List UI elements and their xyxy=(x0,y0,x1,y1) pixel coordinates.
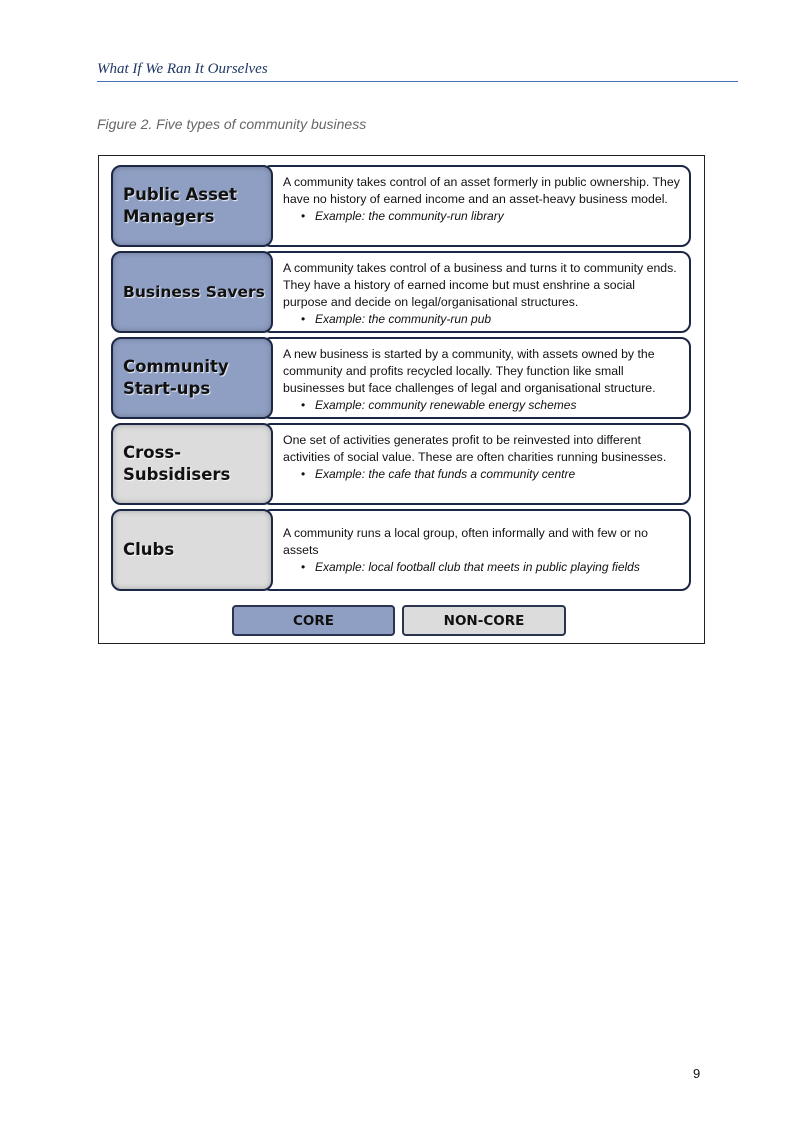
bullet: • xyxy=(301,467,306,481)
example-text: Example: the community-run pub xyxy=(315,312,492,326)
row-label-text: Community Start-ups xyxy=(123,357,229,398)
row-label-text: Public Asset Managers xyxy=(123,185,237,226)
example-line xyxy=(283,559,681,576)
page-number: 9 xyxy=(693,1066,701,1081)
example-text: Example: local football club that meets in public playing fields xyxy=(315,560,640,574)
running-header: What If We Ran It Ourselves xyxy=(97,61,268,77)
row-description xyxy=(261,509,691,591)
example-line xyxy=(283,208,681,225)
business-type-row xyxy=(111,251,691,333)
example-text: Example: community renewable energy schemes xyxy=(315,398,577,412)
business-type-row xyxy=(111,165,691,247)
bullet: • xyxy=(301,312,306,326)
figure-caption: Figure 2. Five types of community business xyxy=(97,116,367,132)
row-label xyxy=(111,337,273,419)
business-type-row xyxy=(111,509,691,591)
description-text: One set of activities generates profit to be reinvested into different activities of social value. These are often charities running businesses. xyxy=(283,433,667,464)
row-label xyxy=(111,509,273,591)
row-label-text: Cross-Subsidisers xyxy=(123,443,231,484)
row-label-text: Business Savers xyxy=(123,283,265,301)
row-label-text: Clubs xyxy=(123,540,175,559)
row-label xyxy=(111,423,273,505)
row-label xyxy=(111,251,273,333)
bullet: • xyxy=(301,209,306,223)
row-description xyxy=(261,251,691,333)
row-description xyxy=(261,165,691,247)
example-line xyxy=(283,466,681,483)
example-line xyxy=(283,311,681,328)
example-text: Example: the cafe that funds a community centre xyxy=(315,467,576,481)
header-rule xyxy=(97,81,738,82)
row-label xyxy=(111,165,273,247)
description-text: A community takes control of a business and turns it to community ends. They have a history of earned income but must enshrine a social purpose and decide on legal/organisational structures. xyxy=(283,261,677,309)
legend-core: CORE xyxy=(232,605,395,636)
row-description xyxy=(261,337,691,419)
bullet: • xyxy=(301,398,306,412)
description-text: A new business is started by a community, with assets owned by the community and profits recycled locally. They function like small businesses but face challenges of legal and organisational structure. xyxy=(283,347,656,395)
figure-frame xyxy=(98,155,705,644)
business-type-row xyxy=(111,337,691,419)
bullet: • xyxy=(301,560,306,574)
legend-non-core: NON-CORE xyxy=(402,605,566,636)
business-type-row xyxy=(111,423,691,505)
description-text: A community takes control of an asset formerly in public ownership. They have no history of earned income and an asset-heavy business model. xyxy=(283,175,680,206)
example-text: Example: the community-run library xyxy=(315,209,504,223)
row-description xyxy=(261,423,691,505)
example-line xyxy=(283,397,681,414)
description-text: A community runs a local group, often informally and with few or no assets xyxy=(283,526,648,557)
